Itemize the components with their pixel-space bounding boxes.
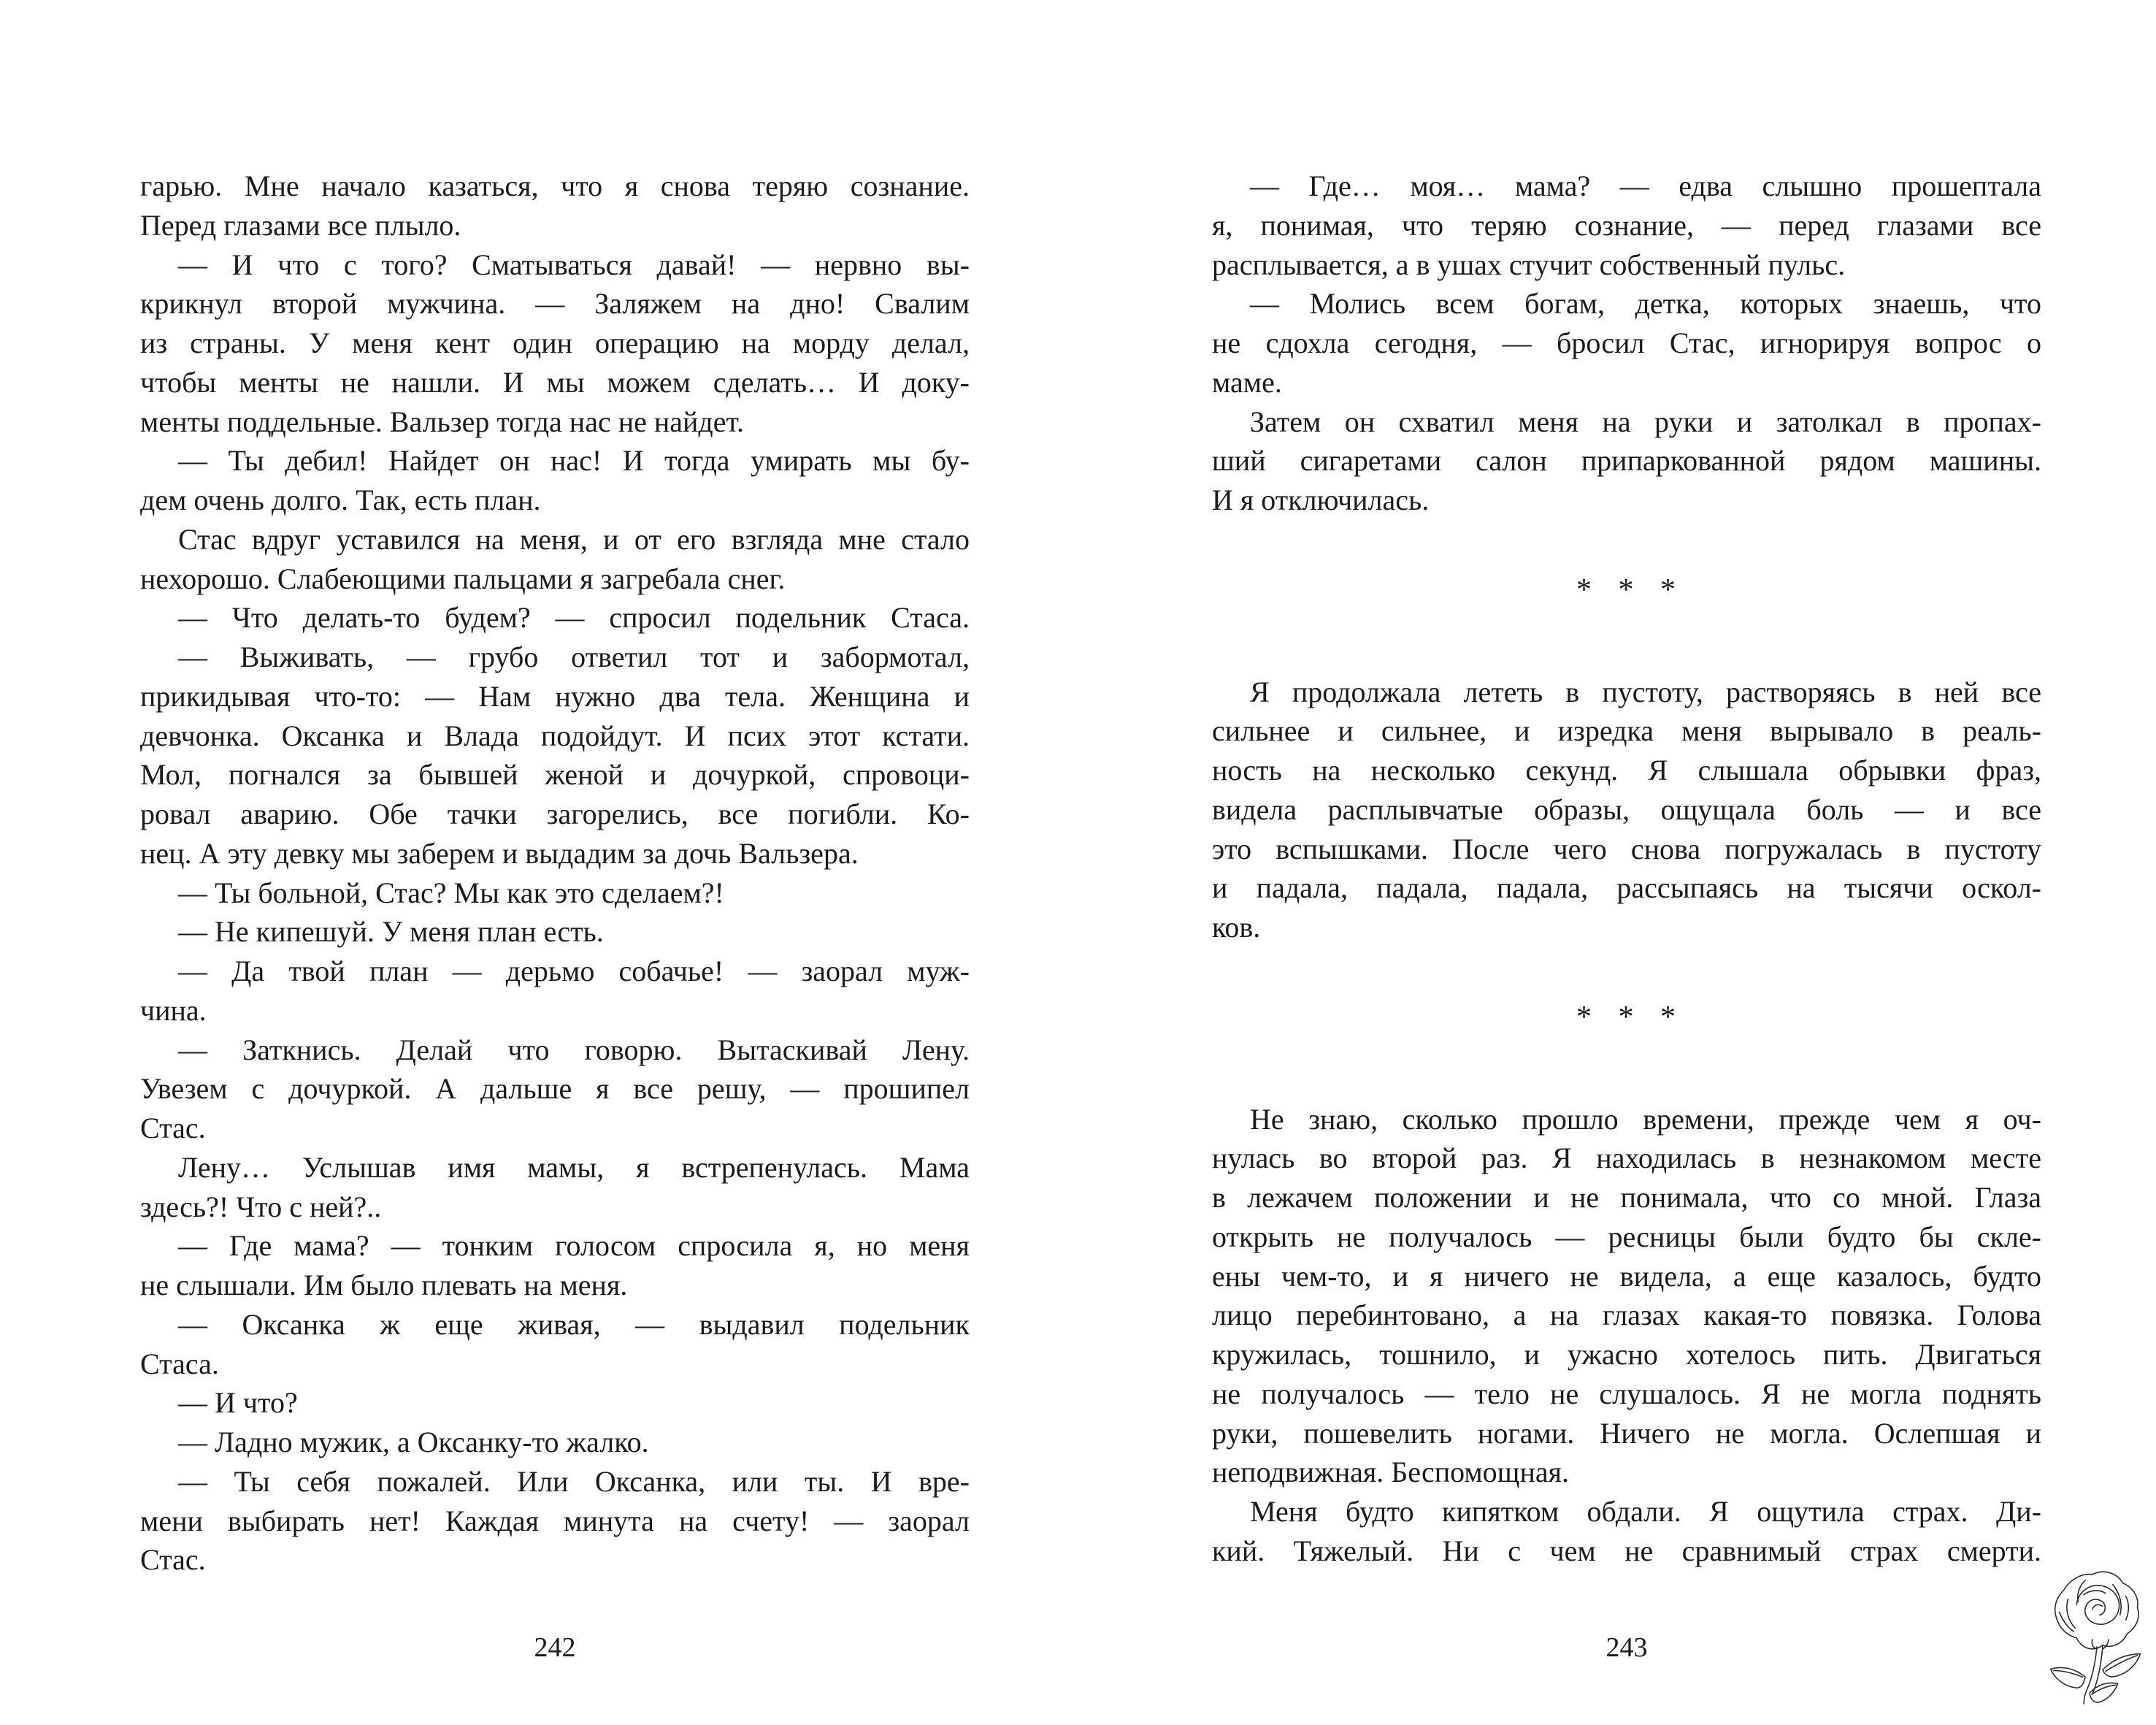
text-line: Стас. bbox=[140, 1543, 206, 1577]
text-line: Я продолжала лететь в пустоту, растворяясь в ней все bbox=[1250, 675, 2041, 708]
text-line: чтобы менты не нашли. И мы можем сделать… И доку- bbox=[140, 365, 970, 399]
text-line: Лену… Услышав имя мамы, я встрепенулась. Мама bbox=[178, 1150, 970, 1184]
text-line: — Где мама? — тонким голосом спросила я, но меня bbox=[178, 1229, 970, 1263]
text-line: в лежачем положении и не понимала, что со мной. Глаза bbox=[1212, 1181, 2041, 1214]
text-line: менты поддельные. Вальзер тогда нас не найдет. bbox=[140, 405, 745, 438]
text-line: — Не кипешуй. У меня план есть. bbox=[178, 915, 604, 949]
text-line: Стас. bbox=[140, 1112, 206, 1144]
text-line: маме. bbox=[1212, 365, 1282, 399]
text-line: ены чем-то, и я ничего не видела, а еще казалось, будто bbox=[1212, 1259, 2041, 1293]
text-line: неподвижная. Беспомощная. bbox=[1212, 1456, 1570, 1489]
text-line: нец. А эту девку мы заберем и выдадим за дочь Вальзера. bbox=[140, 836, 859, 870]
text-line: гарью. Мне начало казаться, что я снова теряю сознание. bbox=[140, 169, 970, 202]
text-line: девчонка. Оксанка и Влада подойдут. И псих этот кстати. bbox=[140, 719, 970, 752]
section-separator: * * * bbox=[1576, 573, 1677, 607]
text-line: Не знаю, сколько прошло времени, прежде чем я оч- bbox=[1250, 1102, 2041, 1136]
text-line: — Где… моя… мама? — едва слышно прошептала bbox=[1250, 169, 2041, 202]
text-line: кий. Тяжелый. Ни с чем не сравнимый страх смерти. bbox=[1212, 1534, 2041, 1567]
text-line: ший сигаретами салон припаркованной рядом машины. bbox=[1212, 444, 2041, 478]
text-line: Увезем с дочуркой. А дальше я все решу, — прошипел bbox=[140, 1072, 970, 1106]
rose-illustration bbox=[2041, 1561, 2152, 1706]
text-line: — Выживать, — грубо ответил тот и забормотал, bbox=[178, 640, 970, 673]
text-line: И я отключилась. bbox=[1212, 483, 1430, 516]
text-line: мени выбирать нет! Каждая минута на счету! — заорал bbox=[140, 1504, 970, 1537]
text-line: — Заткнись. Делай что говорю. Вытаскивай Лену. bbox=[178, 1033, 970, 1066]
text-line: расплывается, а в ушах стучит собственный пульс. bbox=[1212, 248, 1846, 281]
text-line: крикнул второй мужчина. — Заляжем на дно! Свалим bbox=[140, 287, 970, 321]
text-line: не получалось — тело не слушалось. Я не могла поднять bbox=[1212, 1377, 2041, 1410]
text-line: руки, пошевелить ногами. Ничего не могла. Ослепшая и bbox=[1212, 1416, 2041, 1450]
text-line: Стас вдруг уставился на меня, и от его взгляда мне стало bbox=[178, 522, 970, 556]
rose-icon bbox=[2041, 1561, 2152, 1706]
text-line: — Молись всем богам, детка, которых знаешь, что bbox=[1250, 287, 2041, 321]
text-line: кружилась, тошнило, и ужасно хотелось пить. Двигаться bbox=[1212, 1338, 2041, 1371]
text-line: не сдохла сегодня, — бросил Стас, игнорируя вопрос о bbox=[1212, 326, 2041, 359]
text-line: дем очень долго. Так, есть план. bbox=[140, 483, 541, 516]
text-line: — Ладно мужик, а Оксанку-то жалко. bbox=[178, 1426, 649, 1458]
text-line: Мол, погнался за бывшей женой и дочуркой, спровоци- bbox=[140, 758, 970, 792]
text-line: здесь?! Что с ней?.. bbox=[140, 1190, 382, 1223]
page-number-right: 243 bbox=[1606, 1632, 1648, 1663]
text-line: лицо перебинтовано, а на глазах какая-то повязка. Голова bbox=[1212, 1298, 2041, 1332]
text-line: ровал аварию. Обе тачки загорелись, все погибли. Ко- bbox=[140, 798, 970, 830]
page-number-left: 242 bbox=[534, 1632, 576, 1663]
text-line: Затем он схватил меня на руки и затолкал в пропах- bbox=[1250, 405, 2041, 438]
text-line: нехорошо. Слабеющими пальцами я загребала снег. bbox=[140, 562, 786, 595]
text-line: — Оксанка ж еще живая, — выдавил подельник bbox=[178, 1307, 970, 1341]
page-242-text-column bbox=[140, 167, 970, 1580]
text-line: Стаса. bbox=[140, 1347, 219, 1380]
text-line: — И что с того? Сматываться давай! — нервно вы- bbox=[178, 248, 970, 281]
text-line: ков. bbox=[1212, 911, 1261, 944]
section-separator: * * * bbox=[1576, 1000, 1677, 1034]
text-line: Меня будто кипятком обдали. Я ощутила страх. Ди- bbox=[1250, 1495, 2041, 1528]
text-line: чина. bbox=[140, 993, 207, 1027]
text-line: и падала, падала, падала, рассыпаясь на тысячи оскол- bbox=[1212, 871, 2041, 905]
text-line: — Ты больной, Стас? Мы как это сделаем?! bbox=[178, 876, 724, 909]
text-line: Перед глазами все плыло. bbox=[140, 208, 461, 242]
text-line: — Что делать-то будем? — спросил подельник Стаса. bbox=[178, 601, 970, 635]
text-line: сильнее и сильнее, и изредка меня вырывало в реаль- bbox=[1212, 714, 2041, 748]
text-line: это вспышками. После чего снова погружалась в пустоту bbox=[1212, 832, 2041, 865]
text-line: прикидывая что-то: — Нам нужно два тела. Женщина и bbox=[140, 679, 970, 713]
text-line: — И что? bbox=[178, 1386, 298, 1420]
text-line: не слышали. Им было плевать на меня. bbox=[140, 1269, 628, 1301]
text-line: — Ты дебил! Найдет он нас! И тогда умирать мы бу- bbox=[178, 444, 970, 478]
text-line: — Ты себя пожалей. Или Оксанка, или ты. И вре- bbox=[178, 1464, 970, 1498]
text-line: нулась во второй раз. Я находилась в незнакомом месте bbox=[1212, 1141, 2041, 1175]
text-line: — Да твой план — дерьмо собачье! — заорал муж- bbox=[178, 955, 970, 987]
text-line: ность на несколько секунд. Я слышала обрывки фраз, bbox=[1212, 754, 2041, 787]
text-line: открыть не получалось — ресницы были будто бы скле- bbox=[1212, 1220, 2041, 1253]
page-243-text-column bbox=[1212, 167, 2041, 1571]
text-line: я, понимая, что теряю сознание, — перед глазами все bbox=[1212, 208, 2041, 242]
text-line: из страны. У меня кент один операцию на морду делал, bbox=[140, 326, 970, 359]
text-line: видела расплывчатые образы, ощущала боль — и все bbox=[1212, 792, 2041, 826]
